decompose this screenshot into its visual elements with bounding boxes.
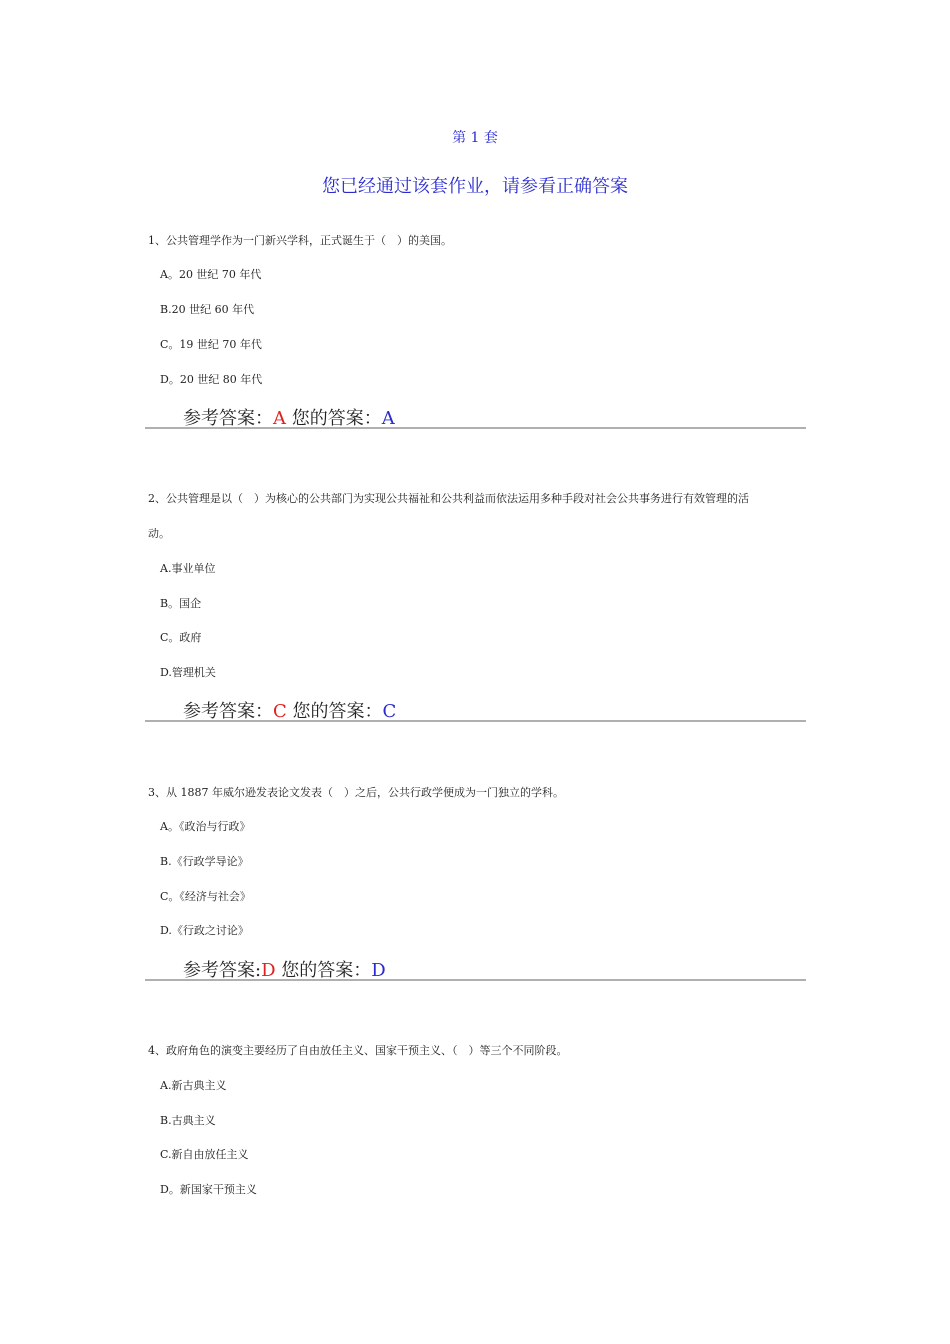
set-title: 第 1 套: [452, 130, 498, 146]
question-3-option-b: B.《行政学导论》: [160, 855, 249, 868]
status-message: 您已经通过该套作业，请参看正确答案: [322, 176, 628, 197]
correct-answer-value: C: [273, 701, 287, 722]
question-3-option-d: D.《行政之讨论》: [160, 924, 249, 937]
question-4-text: 4、政府角色的演变主要经历了自由放任主义、国家干预主义、（ ）等三个不同阶段。: [148, 1044, 568, 1057]
question-3-text: 3、从 1887 年威尔逊发表论文发表（ ）之后，公共行政学便成为一门独立的学科。: [148, 786, 564, 799]
divider: [145, 720, 806, 722]
your-answer-value: C: [382, 701, 397, 722]
question-2-text-continued: 动。: [148, 527, 170, 540]
divider: [145, 979, 806, 981]
correct-answer-value: D: [261, 960, 276, 981]
question-4-option-a: A.新古典主义: [160, 1079, 227, 1092]
question-2-option-a: A.事业单位: [160, 562, 216, 575]
question-1-option-c: C。19 世纪 70 年代: [160, 338, 262, 351]
your-answer-label: 您的答案：: [281, 960, 372, 981]
question-2-text: 2、公共管理是以（ ）为核心的公共部门为实现公共福祉和公共利益而依法运用多种手段对社会公共事务进行有效管理的活: [148, 492, 749, 505]
question-2-option-d: D.管理机关: [160, 666, 216, 679]
question-3-option-a: A。《政治与行政》: [160, 820, 251, 833]
question-1-option-d: D。20 世纪 80 年代: [160, 373, 263, 386]
question-1-text: 1、公共管理学作为一门新兴学科，正式诞生于（ ）的美国。: [148, 234, 452, 247]
question-4-option-d: D。新国家干预主义: [160, 1183, 257, 1196]
question-1-option-a: A。20 世纪 70 年代: [160, 268, 262, 281]
your-answer-value: D: [371, 960, 386, 981]
divider: [145, 427, 806, 429]
your-answer-value: A: [381, 408, 395, 429]
correct-answer-label: 参考答案：: [183, 408, 273, 429]
question-2-option-c: C。政府: [160, 631, 202, 644]
correct-answer-label: 参考答案：: [183, 701, 273, 722]
question-3-option-c: C。《经济与社会》: [160, 890, 251, 903]
question-4-option-c: C.新自由放任主义: [160, 1148, 249, 1161]
question-2-option-b: B。国企: [160, 597, 202, 610]
question-4-option-b: B.古典主义: [160, 1114, 216, 1127]
correct-answer-value: A: [273, 408, 286, 429]
correct-answer-label: 参考答案:: [183, 960, 262, 981]
your-answer-label: 您的答案：: [291, 408, 382, 429]
your-answer-label: 您的答案：: [292, 701, 383, 722]
question-1-option-b: B.20 世纪 60 年代: [160, 303, 255, 316]
